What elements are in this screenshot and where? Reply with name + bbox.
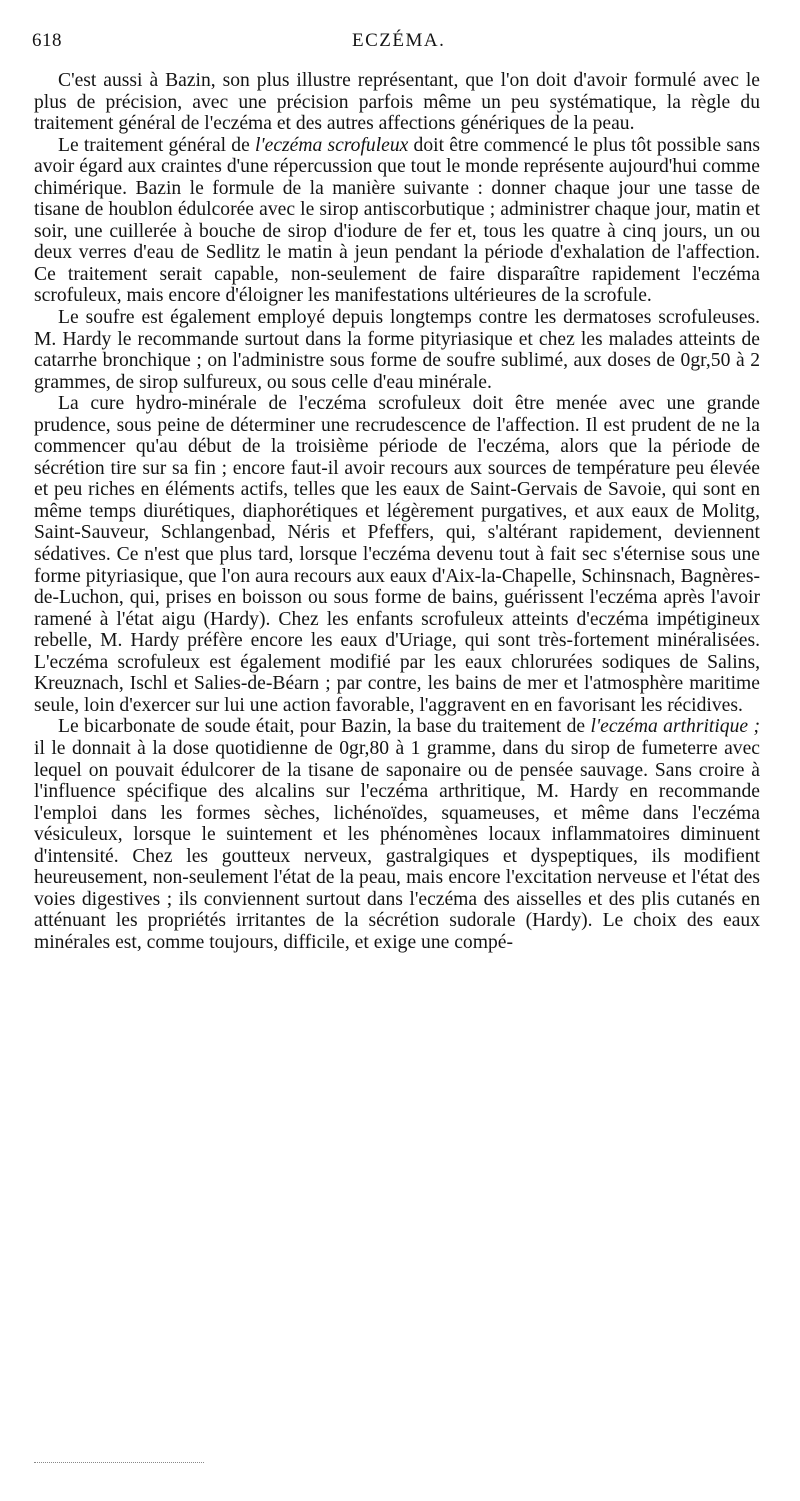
paragraph — [34, 70, 760, 135]
text-segment: Le soufre est également employé depuis longtemps contre les dermatoses scrofuleuses. M. Hardy le recommande surtout dans la forme pityriasique et chez les malades atteints de catarrhe bronchique ; on l'administre sous forme de soufre sublimé, aux doses de 0gr,50 à 2 grammes, de sirop sulfureux, ou sous celle d'eau minérale. — [34, 307, 760, 393]
text-segment: La cure hydro-minérale de l'eczéma scrofuleux doit être menée avec une grande prudence, sous peine de déterminer une recrudescence de l'affection. Il est prudent de ne la commencer qu'au début de la troisième période de l'eczéma, alors que la période de sécrétion tire sur sa fin ; encore faut-il avoir recours aux sources de température peu élevée et peu riches en éléments actifs, telles que les eaux de Saint-Gervais de Savoie, qui sont en même temps diurétiques, diaphorétiques et légèrement purgatives, et aux eaux de Molitg, Saint-Sauveur, Schlangenbad, Néris et Pfeffers, qui, s'altérant rapidement, deviennent sédatives. Ce n'est que plus tard, lorsque l'eczéma devenu tout à fait sec s'éternise sous une forme pityriasique, que l'on aura recours aux eaux d'Aix-la-Chapelle, Schinsnach, Bagnères-de-Luchon, qui, prises en boisson ou sous forme de bains, guérissent l'eczéma après l'avoir ramené à l'état aigu (Hardy). Chez les enfants scrofuleux atteints d'eczéma impétigineux rebelle, M. Hardy préfère encore les eaux d'Uriage, qui sont très-fortement minéralisées. L'eczéma scrofuleux est également modifié par les eaux chlorurées sodiques de Salins, Kreuznach, Ischl et Salies-de-Béarn ; par contre, les bains de mer et l'atmosphère maritime seule, loin d'exercer sur lui une action favorable, l'aggravent en en favorisant les récidives. — [34, 393, 760, 716]
text-segment: Le traitement général de — [58, 134, 255, 156]
text-segment: Le bicarbonate de soude était, pour Bazin, la base du traitement de — [58, 716, 591, 738]
paragraph — [34, 135, 760, 307]
paragraph — [34, 393, 760, 716]
page-number: 618 — [32, 30, 62, 51]
italic-text-segment: l'eczéma scrofuleux — [254, 134, 409, 156]
running-title: ECZÉMA. — [352, 30, 446, 51]
paragraph — [34, 716, 760, 953]
body-text — [34, 70, 760, 953]
italic-text-segment: l'eczéma arthritique ; — [590, 716, 761, 738]
footer-rule — [34, 1462, 204, 1463]
text-segment: C'est aussi à Bazin, son plus illustre représentant, que l'on doit d'avoir formulé avec le plus de précision, avec une précision parfois même un peu systématique, la règle du traitement général de l'eczéma et des autres affections génériques de la peau. — [34, 70, 760, 135]
paragraph — [34, 307, 760, 393]
page-header — [32, 30, 762, 56]
text-segment: il le donnait à la dose quotidienne de 0gr,80 à 1 gramme, dans du sirop de fumeterre avec lequel on pouvait édulcorer de la tisane de saponaire ou de pensée sauvage. Sans croire à l'influence spécifique des alcalins sur l'eczéma arthritique, M. Hardy en recommande l'emploi dans les formes sèches, lichénoïdes, squameuses, et même dans l'eczéma vésiculeux, lorsque le suintement et les phénomènes locaux inflammatoires diminuent d'intensité. Chez les goutteux nerveux, gastralgiques et dyspeptiques, ils modifient heureusement, non-seulement l'état de la peau, mais encore l'excitation nerveuse et l'état des voies digestives ; ils conviennent surtout dans l'eczéma des aisselles et des plis cutanés en atténuant les propriétés irritantes de la sécrétion sudorale (Hardy). Le choix des eaux minérales est, comme toujours, difficile, et exige une compé- — [34, 737, 760, 953]
text-segment: doit être commencé le plus tôt possible sans avoir égard aux craintes d'une répercussion que tout le monde représente aujourd'hui comme chimérique. Bazin le formule de la manière suivante : donner chaque jour une tasse de tisane de houblon édulcorée avec le sirop antiscorbutique ; administrer chaque jour, matin et soir, une cuillerée à bouche de sirop d'iodure de fer et, tous les quatre à cinq jours, un ou deux verres d'eau de Sedlitz le matin à jeun pendant la période d'exhalation de l'affection. Ce traitement serait capable, non-seulement de faire disparaître rapidement l'eczéma scrofuleux, mais encore d'éloigner les manifestations ultérieures de la scrofule. — [34, 134, 760, 307]
